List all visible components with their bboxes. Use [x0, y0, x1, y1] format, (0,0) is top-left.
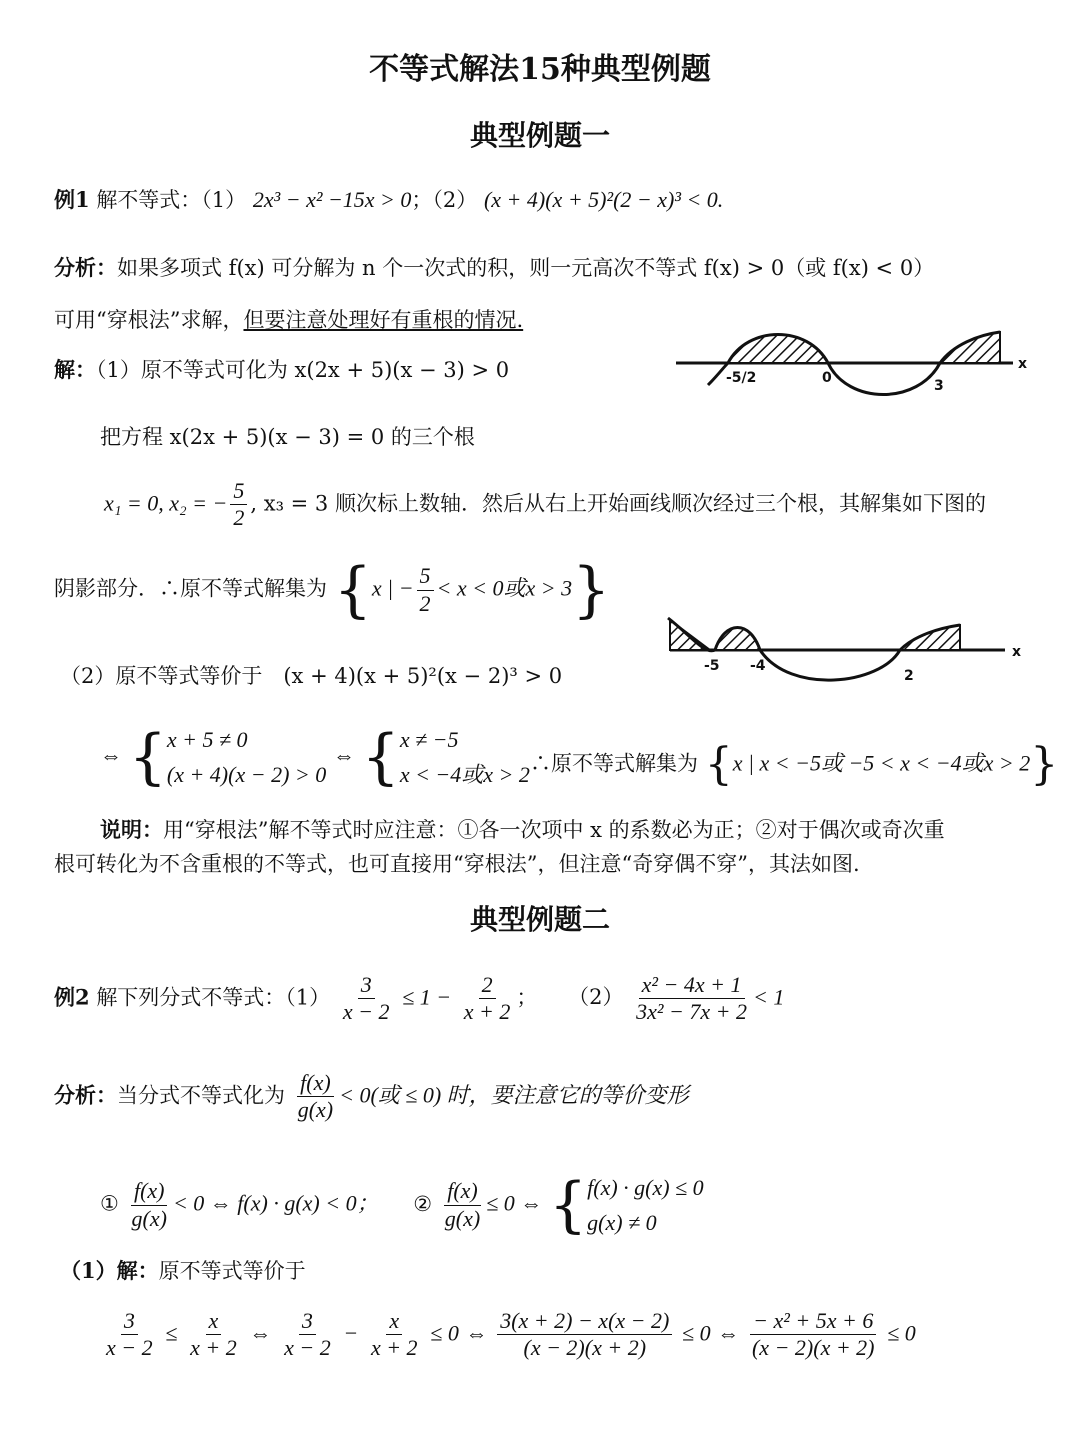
- rule-1-marker: ①: [100, 1191, 119, 1216]
- system-2: [400, 722, 530, 792]
- axis-label: x: [1012, 644, 1022, 660]
- axis-label: x: [1018, 356, 1028, 372]
- solution-2-chain: [100, 1308, 916, 1362]
- set-text-c: < x < 0或x > 3: [436, 575, 573, 601]
- solution-1-systems: [100, 722, 530, 792]
- solution-2-text: 原不等式等价于: [158, 1259, 306, 1283]
- system-1-row-2: (x + 4)(x − 2) > 0: [166, 762, 327, 788]
- fraction: [417, 563, 434, 617]
- left-brace: {: [704, 739, 733, 790]
- iff-symbol: ⇔: [100, 742, 122, 768]
- example-1: [54, 187, 723, 213]
- analysis-2-text-a: 当分式不等式化为: [117, 1083, 285, 1108]
- solution-1-label: 解：: [54, 357, 96, 382]
- shaded-region: [728, 335, 828, 364]
- right-brace: }: [1030, 739, 1059, 790]
- note-line2: 根可转化为不含重根的不等式，也可直接用“穿根法”，但注意“奇穿偶不穿”，其法如图.: [54, 852, 860, 876]
- fraction: [187, 1308, 240, 1362]
- tick-label: 0: [822, 370, 832, 386]
- number-line-graph-2: [660, 610, 1040, 690]
- tick-label: 3: [934, 378, 944, 394]
- analysis-1-text2b: 但要注意处理好有重根的情况.: [243, 308, 524, 332]
- le-zero: ≤ 0: [430, 1320, 459, 1346]
- note-line1: [100, 817, 945, 843]
- left-brace: {: [548, 1170, 588, 1241]
- example-2-part2: （2）: [568, 985, 624, 1010]
- example-1-expr1: 2x³ − x² −15x > 0: [252, 187, 412, 212]
- denominator: x + 2: [190, 1335, 237, 1361]
- numerator: 5: [230, 478, 247, 505]
- solution-1-line2: 把方程 x(2x + 5)(x − 3) = 0 的三个根: [100, 425, 475, 449]
- system-2-row-1: x ≠ −5: [399, 727, 459, 752]
- rules-line: [100, 1170, 704, 1240]
- example-2-intro: 解下列分式不等式：（1）: [96, 985, 331, 1010]
- numerator: f(x): [444, 1178, 481, 1205]
- fraction: [368, 1308, 421, 1362]
- analysis-1-label: 分析：: [54, 255, 117, 280]
- set-text-a: 阴影部分．∴原不等式解集为: [54, 576, 327, 601]
- denominator: 2: [419, 590, 431, 616]
- denominator: x − 2: [106, 1335, 153, 1361]
- analysis-1-line2: [54, 308, 523, 333]
- numerator: 3: [358, 972, 375, 999]
- number-line-graph-1: [668, 330, 1038, 410]
- numerator: 3: [299, 1308, 316, 1335]
- fraction: [230, 478, 247, 532]
- solution-1-text1: （1）原不等式可化为 x(2x + 5)(x − 3) > 0: [96, 358, 510, 382]
- fraction: [633, 972, 750, 1026]
- left-brace: {: [361, 722, 400, 793]
- solution-1-result: [530, 735, 1058, 795]
- iff-symbol: ⇔: [465, 1320, 488, 1346]
- result-text: ∴原不等式解集为: [530, 751, 698, 776]
- tick-label: 2: [904, 668, 914, 684]
- analysis-1-text2a: 可用“穿根法”求解，: [54, 308, 244, 332]
- denominator: (x − 2)(x + 2): [751, 1335, 875, 1361]
- note-text1: 用“穿根法”解不等式时应注意：①各一次项中 x 的系数必为正；②对于偶次或奇次重: [163, 818, 945, 842]
- iff-symbol: ⇔: [249, 1320, 272, 1346]
- fraction: [749, 1308, 878, 1362]
- page-title: 不等式解法15种典型例题: [369, 52, 711, 87]
- fraction: [497, 1308, 672, 1362]
- denominator: g(x): [297, 1097, 334, 1123]
- denominator: x − 2: [284, 1335, 331, 1361]
- numerator: − x² + 5x + 6: [750, 1308, 876, 1335]
- example-2-label: 例2: [54, 984, 90, 1010]
- note-label: 说明：: [100, 817, 163, 842]
- solution-2-header: [60, 1258, 306, 1284]
- denominator: 3x² − 7x + 2: [636, 999, 747, 1025]
- solution-1-roots: [104, 478, 986, 532]
- numerator: 5: [417, 563, 434, 590]
- numerator: x² − 4x + 1: [639, 972, 745, 999]
- le-symbol: ≤: [165, 1320, 178, 1346]
- analysis-1-line1: [54, 255, 934, 281]
- solution-1-part2: （2）原不等式等价于 (x + 4)(x + 5)²(x − 2)³ > 0: [60, 664, 563, 688]
- denominator: x + 2: [370, 1335, 418, 1361]
- shaded-region: [900, 625, 960, 650]
- analysis-2-text-b: < 0(或 ≤ 0) 时，要注意它的等价变形: [339, 1082, 689, 1108]
- fraction: [340, 972, 393, 1026]
- example-2-mid: ≤ 1 −: [402, 984, 452, 1010]
- rule-2-marker: ②: [413, 1191, 433, 1216]
- tick-label: -5: [704, 658, 720, 674]
- rule-2-row-2: g(x) ≠ 0: [587, 1210, 657, 1236]
- system-1: [167, 722, 326, 792]
- le-zero: ≤ 0: [887, 1320, 916, 1346]
- shaded-region: [940, 332, 1000, 363]
- example-2: [54, 972, 784, 1026]
- rule-2-row-1: f(x) · g(x) ≤ 0: [587, 1175, 704, 1200]
- fraction: [103, 1308, 156, 1362]
- le-zero: ≤ 0: [682, 1320, 711, 1346]
- tick-label: -5/2: [726, 370, 757, 386]
- result-set: x | x < −5或 −5 < x < −4或x > 2: [732, 750, 1031, 776]
- fraction: [129, 1178, 170, 1232]
- example-2-semi: ；: [516, 985, 538, 1010]
- section-heading-1: 典型例题一: [469, 119, 610, 152]
- set-text-b: x | −: [371, 575, 414, 601]
- analysis-2: [54, 1070, 689, 1124]
- example-1-expr2: (x + 4)(x + 5)²(2 − x)³ < 0.: [483, 187, 724, 212]
- rule-2-system: [587, 1170, 704, 1240]
- denominator: (x − 2)(x + 2): [523, 1335, 647, 1361]
- numerator: x: [206, 1308, 222, 1335]
- numerator: 3(x + 2) − x(x − 2): [497, 1308, 672, 1335]
- example-2-tail: < 1: [753, 984, 785, 1010]
- denominator: x − 2: [342, 999, 390, 1025]
- section-heading-2: 典型例题二: [469, 903, 610, 936]
- right-brace: }: [572, 555, 611, 625]
- left-brace: {: [128, 722, 167, 793]
- denominator: g(x): [131, 1205, 167, 1231]
- fraction: [442, 1178, 483, 1232]
- denominator: x + 2: [463, 999, 511, 1025]
- fraction: [281, 1308, 334, 1362]
- left-brace: {: [333, 555, 372, 625]
- solution-1-set: [54, 555, 611, 625]
- tick-label: -4: [750, 658, 766, 674]
- roots-text-a: x₁ = 0, x₂ = −: [104, 490, 228, 516]
- denominator: 2: [233, 505, 245, 531]
- minus-symbol: −: [343, 1320, 359, 1346]
- numerator: f(x): [131, 1178, 168, 1205]
- roots-text-b: , x₃ = 3 顺次标上数轴．然后从右上开始画线顺次经过三个根，其解集如下图的: [250, 491, 986, 516]
- example-1-sep: ；（2）: [411, 188, 478, 212]
- numerator: 3: [121, 1308, 138, 1335]
- system-1-row-1: x + 5 ≠ 0: [166, 727, 248, 752]
- rule-1-tail: < 0 ⇔ f(x) · g(x) < 0；: [172, 1190, 379, 1216]
- rule-2-tail: ≤ 0 ⇔: [486, 1190, 543, 1216]
- solution-1-line1: [54, 357, 509, 383]
- analysis-2-label: 分析：: [54, 1082, 117, 1108]
- iff-symbol: ⇔: [717, 1320, 740, 1346]
- fraction: [461, 972, 514, 1026]
- example-1-label: 例1: [54, 187, 90, 212]
- solution-2-label: （1）解：: [60, 1258, 159, 1283]
- analysis-1-text1: 如果多项式 f(x) 可分解为 n 个一次式的积，则一元高次不等式 f(x) > 0（或 f(x) < 0）: [117, 256, 935, 280]
- numerator: f(x): [297, 1070, 334, 1097]
- system-2-row-2: x < −4或x > 2: [399, 762, 530, 788]
- example-1-intro: 解不等式：（1）: [96, 188, 247, 212]
- denominator: g(x): [444, 1205, 481, 1231]
- iff-symbol: ⇔: [332, 742, 355, 768]
- numerator: 2: [479, 972, 496, 999]
- numerator: x: [386, 1308, 402, 1335]
- fraction: [295, 1070, 336, 1124]
